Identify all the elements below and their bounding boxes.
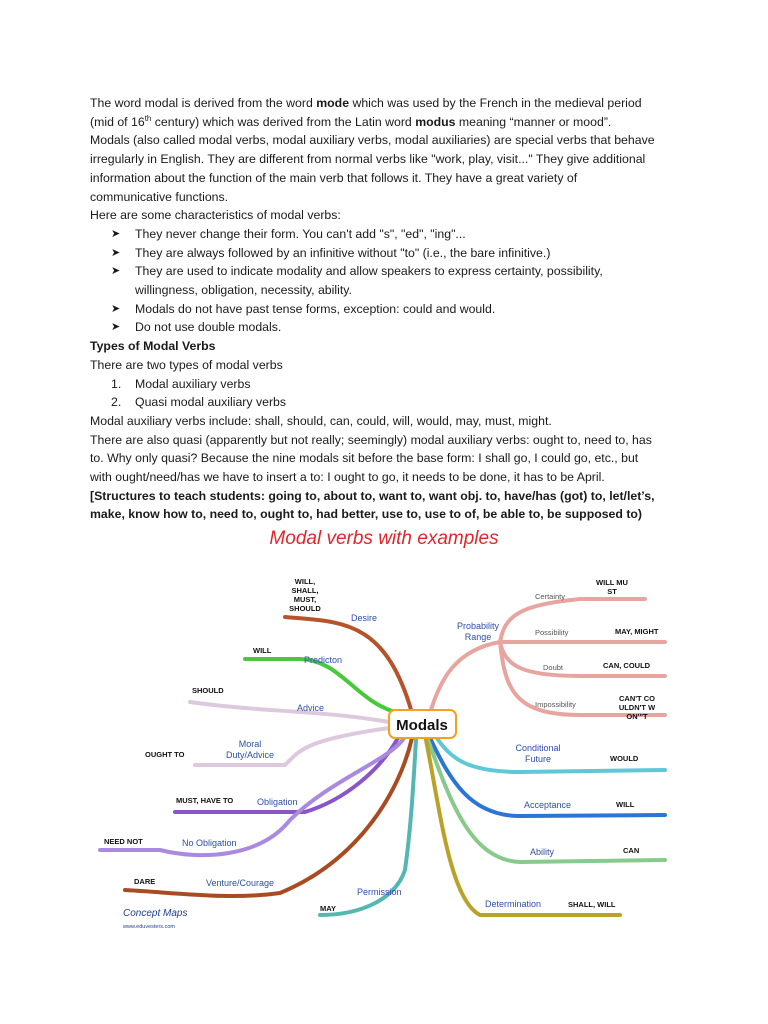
branch-doubt xyxy=(500,642,665,676)
label-ability: Ability xyxy=(530,847,555,857)
branch-venture xyxy=(125,738,412,896)
example-advice: SHOULD xyxy=(192,686,224,695)
example-desire-1: WILL, xyxy=(294,577,316,586)
example-obligation: MUST, HAVE TO xyxy=(176,796,234,805)
label-obligation: Obligation xyxy=(257,797,298,807)
label-acceptance: Acceptance xyxy=(524,800,572,810)
label-doubt: Doubt xyxy=(543,663,564,672)
example-venture: DARE xyxy=(134,877,156,886)
example-predicton: WILL xyxy=(253,646,272,655)
example-ability: CAN xyxy=(623,846,640,855)
example-certainty-1: WILL MU xyxy=(596,578,628,587)
modals-definition-2: irregularly in English. They are different from normal verbs like "work, play, visit..." They give additional xyxy=(90,152,646,167)
label-venture: Venture/Courage xyxy=(206,878,275,888)
example-conditional: WOULD xyxy=(610,754,639,763)
modals-definition-3: information about the function of the main verb that follows it. They have a great variety of xyxy=(90,170,578,185)
mindmap-branches xyxy=(100,599,665,915)
include-line: Modal auxiliary verbs include: shall, should, can, could, will, would, may, must, might. xyxy=(90,413,552,428)
branch-probability xyxy=(430,642,500,713)
example-desire-4: SHOULD xyxy=(289,604,321,613)
label-duty-advice: Duty/Advice xyxy=(225,750,275,760)
branch-advice xyxy=(190,702,389,722)
list-item: 1. Modal auxiliary verbs xyxy=(111,376,251,391)
modals-definition-1: Modals (also called modal verbs, modal auxiliary verbs, modal auxiliaries) are special verbs that behave xyxy=(90,133,655,148)
arrow-bullet-icon: ➤ xyxy=(111,321,121,334)
label-advice: Advice xyxy=(297,703,325,713)
list-item: ➤ Do not use double modals. xyxy=(111,318,682,337)
example-impossibility-2: ULDN'T W xyxy=(618,703,656,712)
center-label: Modals xyxy=(396,717,448,734)
concept-maps-url: www.eduvesters.com xyxy=(123,924,175,930)
arrow-bullet-icon: ➤ xyxy=(111,246,121,259)
concept-maps-logo: Concept Maps xyxy=(123,908,188,919)
example-desire-3: MUST, xyxy=(293,595,317,604)
arrow-bullet-icon: ➤ xyxy=(111,302,121,315)
list-item: ➤ Modals do not have past tense forms, exception: could and would. xyxy=(111,300,682,319)
intro-line-2: (mid of 16th century) which was derived from the Latin word modus meaning “manner or mood”. xyxy=(90,113,612,129)
label-predicton: Predicton xyxy=(304,655,343,665)
example-impossibility-3: ON'"T xyxy=(626,712,648,721)
modals-definition-4: communicative functions. xyxy=(90,189,229,204)
arrow-bullet-icon: ➤ xyxy=(111,265,121,278)
label-moral: Moral xyxy=(238,739,262,749)
example-no-obligation: NEED NOT xyxy=(104,837,143,846)
list-item: ➤ They are always followed by an infinitive without "to" (i.e., the bare infinitive.) xyxy=(111,244,682,263)
example-determination: SHALL, WILL xyxy=(568,900,616,909)
label-range: Range xyxy=(464,632,492,642)
branch-determination xyxy=(426,740,620,915)
characteristics-intro: Here are some characteristics of modal verbs: xyxy=(90,208,341,223)
label-no-obligation: No Obligation xyxy=(182,838,237,848)
label-permission: Permission xyxy=(357,887,402,897)
example-certainty-2: ST xyxy=(607,587,617,596)
quasi-line-3: with ought/need/has we have to insert a to: I ought to go, it needs to be done, it has to be April. xyxy=(90,470,605,485)
list-item: ➤ They are used to indicate modality and allow speakers to express certainty, possibility, willingness, obligation, necessity, ability. xyxy=(111,264,603,298)
label-certainty: Certainty xyxy=(535,592,566,601)
branch-moral-duty xyxy=(195,728,389,765)
example-doubt: CAN, COULD xyxy=(603,661,651,670)
example-permission: MAY xyxy=(320,904,336,913)
list-item: 2. Quasi modal auxiliary verbs xyxy=(111,395,287,410)
quasi-line-1: There are also quasi (apparently but not really; seemingly) modal auxiliary verbs: ought to, need to, has xyxy=(90,432,652,447)
label-probability: Probability xyxy=(456,621,500,631)
example-moral: OUGHT TO xyxy=(145,750,185,759)
label-determination: Determination xyxy=(485,899,542,909)
term-modus: modus xyxy=(415,114,456,129)
structures-line-1: [Structures to teach students: going to, about to, want to, want obj. to, have/has (got) to, let/let’s, xyxy=(90,488,655,503)
label-conditional: Conditional xyxy=(515,743,561,753)
quasi-line-2: to. Why only quasi? Because the nine modals sit before the base form: I shall go, I could go, etc., but xyxy=(90,451,639,466)
example-impossibility-1: CAN'T CO xyxy=(619,694,655,703)
example-acceptance: WILL xyxy=(616,800,635,809)
label-future: Future xyxy=(524,754,552,764)
types-intro: There are two types of modal verbs xyxy=(90,357,283,372)
label-possibility: Possibility xyxy=(535,628,569,637)
branch-desire xyxy=(285,617,412,713)
list-item: ➤ They never change their form. You can't add "s", "ed", "ing"... xyxy=(111,225,682,244)
term-mode: mode xyxy=(316,96,350,110)
label-impossibility: Impossibility xyxy=(535,700,576,709)
types-heading: Types of Modal Verbs xyxy=(90,339,216,354)
example-desire-2: SHALL, xyxy=(291,586,319,595)
label-desire: Desire xyxy=(351,613,378,623)
arrow-bullet-icon: ➤ xyxy=(111,227,121,240)
structures-line-2: make, know how to, need to, ought to, had better, use to, use to of, be able to, be supposed to) xyxy=(90,507,643,522)
intro-line-1: The word modal is derived from the word mode which was used by the French in the medieval period xyxy=(90,96,642,110)
mindmap-title: Modal verbs with examples xyxy=(269,528,499,549)
example-possibility: MAY, MIGHT xyxy=(615,627,659,636)
